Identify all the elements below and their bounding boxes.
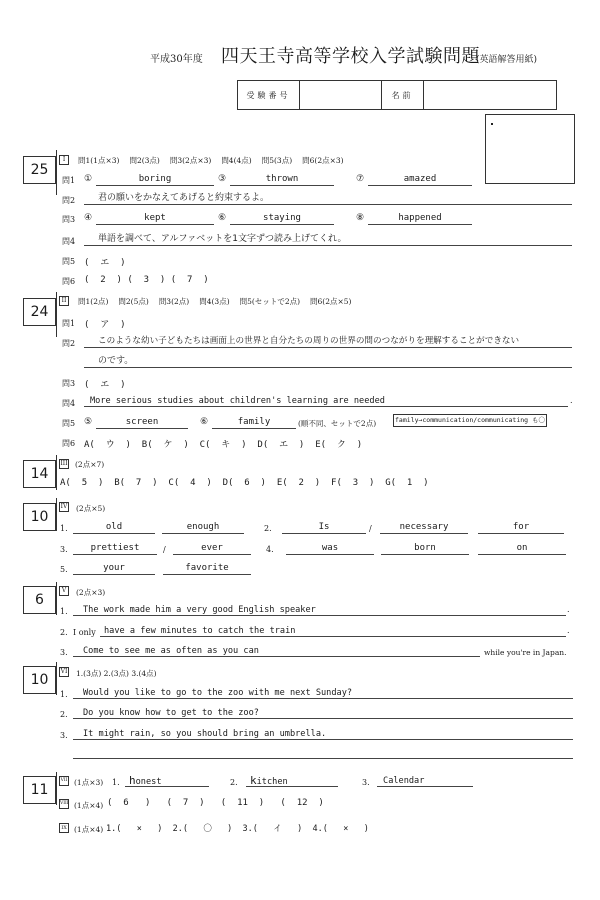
corner-dot	[491, 123, 493, 125]
s1-q3-answer[interactable]: kept	[96, 212, 214, 225]
s2-q5-answer[interactable]: family	[212, 416, 296, 429]
s1-q1-answer[interactable]: thrown	[230, 173, 334, 186]
section-5-points: (2点×3)	[76, 588, 106, 597]
section-1-numeral: I	[59, 155, 69, 165]
section-7-score: 11	[23, 776, 56, 804]
points-item: 問6(2点×3)	[302, 156, 344, 165]
section-6-bracket	[56, 662, 57, 695]
points-item: 問4(3点)	[199, 297, 230, 306]
s8-answers[interactable]: ( 6 ) ( 7 ) ( 11 ) ( 12 )	[107, 798, 324, 808]
s2-q4-answer[interactable]: More serious studies about children's learning are needed	[84, 395, 568, 407]
s5-prefix: I only	[73, 628, 96, 637]
answer-value: 7	[135, 478, 142, 488]
answer-value: エ	[100, 380, 110, 390]
answer-value: ク	[336, 440, 346, 450]
s5-row-num: 2.	[60, 628, 68, 637]
section-6-numeral: VI	[60, 668, 68, 675]
section-1-points	[78, 155, 344, 166]
answer-value: ウ	[105, 440, 115, 450]
key: B	[141, 440, 148, 450]
s4-answer[interactable]: old	[73, 521, 155, 534]
key: D	[257, 440, 263, 450]
key: C	[199, 440, 206, 450]
answer-value: 2	[100, 275, 106, 285]
s6-row-num: 2.	[60, 710, 68, 719]
s1-q2-label: 問2	[62, 196, 76, 205]
key: A	[60, 478, 66, 488]
s5-answer[interactable]: have a few minutes to catch the train	[100, 625, 566, 637]
s1-q5-answer[interactable]: ( エ )	[84, 258, 126, 268]
s1-q1-mark: ①	[84, 174, 93, 184]
key: A	[84, 440, 90, 450]
points-item: 問6(2点×5)	[310, 297, 352, 306]
s1-q4-label: 問4	[62, 237, 76, 246]
section-5-bracket	[56, 582, 57, 615]
points-item: 問2(3点)	[129, 156, 160, 165]
points-item: 問1(1点×3)	[78, 156, 120, 165]
s7-num: 2.	[230, 778, 238, 787]
section-3-bracket	[56, 455, 57, 490]
s2-q3-answer[interactable]: ( エ )	[84, 380, 126, 390]
section-5-numeral: V	[59, 586, 69, 596]
s6-extra-line[interactable]	[73, 758, 573, 759]
answer-value: 6	[244, 478, 250, 488]
answer-rest: alendar	[388, 776, 425, 786]
page-title: 四天王寺高等学校入学試験問題	[221, 46, 480, 67]
answer-value: 2	[298, 478, 304, 488]
s5-suffix: .	[567, 626, 570, 635]
s1-q3-label: 問3	[62, 215, 76, 224]
s4-answer[interactable]: enough	[162, 521, 244, 534]
answer-value: 6	[123, 798, 129, 808]
s7-answer[interactable]	[377, 775, 473, 787]
s4-row-num: 1.	[60, 524, 68, 533]
section-7-bracket	[56, 772, 57, 805]
s4-slash: /	[369, 524, 372, 533]
s2-q5-boxed-note: family→communication/communicating も〇	[393, 414, 547, 427]
answer-rest: itchen	[256, 777, 288, 787]
s2-q2-label: 問2	[62, 339, 76, 348]
name-label: 名前	[382, 81, 424, 109]
s1-q2-answer[interactable]: 君の願いをかなえてあげると約束するよ。	[84, 192, 572, 205]
answer-value: エ	[100, 258, 110, 268]
num: 1.	[106, 824, 117, 834]
s4-answer[interactable]: on	[478, 542, 566, 555]
section-9-numeral: IX	[59, 823, 69, 833]
section-4-bracket	[56, 498, 57, 531]
total-score-box[interactable]	[485, 114, 575, 184]
exam-number-label: 受験番号	[238, 81, 300, 109]
answer-value: 〇	[203, 824, 212, 834]
s5-row-num: 1.	[60, 607, 68, 616]
section-4-points: (2点×5)	[76, 504, 106, 513]
points-item: 問5(セットで2点)	[239, 297, 301, 306]
s1-q3-mark: ④	[84, 213, 93, 223]
s9-answers[interactable]: 1.( × ) 2.( 〇 ) 3.( イ ) 4.( × )	[106, 824, 369, 834]
s4-row-num: 2.	[264, 524, 272, 533]
s5-answer[interactable]: The work made him a very good English speaker	[73, 604, 566, 616]
answer-first-letter: k	[250, 774, 257, 787]
answer-value: ×	[343, 824, 349, 834]
section-3-score: 14	[23, 460, 56, 488]
section-8-numeral: VIII	[59, 799, 69, 809]
points-item: 問2(5点)	[118, 297, 149, 306]
s2-q6-label: 問6	[62, 439, 76, 448]
s4-answer[interactable]: favorite	[163, 562, 251, 575]
points-item: 問3(2点)	[158, 297, 190, 306]
s2-q3-label: 問3	[62, 379, 76, 388]
s1-q1-mark: ③	[218, 174, 227, 184]
s4-answer[interactable]: necessary	[380, 521, 468, 534]
s1-q5-label: 問5	[62, 257, 76, 266]
s2-q1-label: 問1	[62, 319, 76, 328]
section-5-score: 6	[23, 586, 56, 614]
points-item: 問1(2点)	[78, 297, 109, 306]
s3-answers[interactable]: A( 5 ) B( 7 ) C( 4 ) D( 6 ) E( 2 ) F( 3 ) G( 1 )	[60, 478, 429, 488]
identity-table	[237, 80, 557, 110]
answer-value: 12	[296, 798, 308, 808]
answer-value: 7	[186, 275, 193, 285]
answer-value: 1	[406, 478, 413, 488]
s6-row-num: 3.	[60, 731, 68, 740]
answer-rest: onest	[135, 777, 162, 787]
s4-slash: /	[163, 545, 166, 554]
s4-row-num: 3.	[60, 545, 68, 554]
section-1-bracket	[56, 150, 57, 195]
s4-answer[interactable]: Is	[282, 521, 366, 534]
s4-row-num: 5.	[60, 565, 68, 574]
answer-value: 7	[182, 798, 189, 808]
key: F	[331, 478, 337, 488]
section-4-score: 10	[23, 503, 56, 531]
section-6-points: 1.(3点) 2.(3点) 3.(4点)	[76, 669, 157, 678]
s1-q1-answer[interactable]: amazed	[368, 173, 472, 186]
s6-row-num: 1.	[60, 690, 68, 699]
section-7-numeral: VII	[59, 776, 69, 786]
answer-value: 5	[81, 478, 88, 488]
answer-value: キ	[221, 440, 231, 450]
key: D	[222, 478, 229, 488]
s5-answer[interactable]: Come to see me as often as you can	[73, 645, 480, 657]
s2-q5-mark: ⑥	[200, 417, 209, 427]
s5-suffix: .	[567, 605, 570, 614]
s7-num: 1.	[112, 778, 120, 787]
s2-q5-mark: ⑤	[84, 417, 93, 427]
section-4-numeral: IV	[60, 503, 68, 510]
exam-number-field[interactable]	[300, 81, 382, 109]
s4-answer[interactable]: ever	[173, 542, 251, 555]
key: B	[114, 478, 120, 488]
key: E	[276, 478, 283, 488]
s1-q6-answers[interactable]: ( 2 ) ( 3 ) ( 7 )	[84, 275, 209, 285]
name-field[interactable]	[424, 81, 556, 109]
section-3-points: (2点×7)	[75, 460, 105, 469]
num: 2.	[172, 824, 183, 834]
s2-q6-answers[interactable]: A( ウ ) B( ケ ) C( キ ) D( エ ) E( ク )	[84, 440, 363, 450]
num: 4.	[312, 824, 323, 834]
answer-value: イ	[273, 824, 282, 834]
page-subtitle: (英語解答用紙)	[476, 55, 538, 65]
key: G	[385, 478, 391, 488]
answer-value: ア	[100, 320, 110, 330]
answer-value: エ	[279, 440, 289, 450]
s2-q2-answer-line2[interactable]: のです。	[84, 355, 572, 368]
s1-q1-answer[interactable]: boring	[96, 173, 214, 186]
s6-answer[interactable]: It might rain, so you should bring an umbrella.	[73, 728, 573, 740]
answer-first-letter: C	[383, 776, 389, 786]
answer-value: ×	[136, 824, 142, 834]
s2-q5-answer[interactable]: screen	[96, 416, 188, 429]
s1-q1-mark: ⑦	[356, 174, 365, 184]
s4-answer[interactable]: your	[73, 562, 155, 575]
section-2-numeral: II	[59, 296, 69, 306]
num: 3.	[242, 824, 253, 834]
s2-q4-period: .	[570, 396, 573, 405]
s1-q1-label: 問1	[62, 176, 76, 185]
s4-row-num: 4.	[266, 545, 274, 554]
s4-answer[interactable]: for	[478, 521, 564, 534]
s4-answer[interactable]: prettiest	[73, 542, 157, 555]
section-9-points: (1点×4)	[74, 825, 104, 834]
answer-value: ケ	[163, 440, 173, 450]
answer-value: 4	[190, 478, 196, 488]
key: C	[168, 478, 174, 488]
section-6-score: 10	[23, 666, 56, 694]
s2-q5-note: (順不同、セットで2点)	[298, 419, 377, 428]
points-item: 問4(4点)	[221, 156, 252, 165]
s6-answer[interactable]: Do you know how to get to the zoo?	[73, 707, 573, 719]
section-2-score: 24	[23, 298, 56, 326]
s1-q3-answer[interactable]: happened	[368, 212, 472, 225]
section-1-score: 25	[23, 156, 56, 184]
s7-answer[interactable]	[246, 775, 338, 787]
key: E	[315, 440, 321, 450]
section-2-points	[78, 296, 351, 307]
s1-q6-label: 問6	[62, 277, 76, 286]
s5-suffix: while you're in Japan.	[484, 648, 567, 657]
s5-row-num: 3.	[60, 648, 68, 657]
section-8-points: (1点×4)	[74, 801, 104, 810]
section-7-points: (1点×3)	[74, 778, 104, 787]
section-2-bracket	[56, 292, 57, 337]
points-item: 問5(3点)	[261, 156, 293, 165]
s2-q1-answer[interactable]: ( ア )	[84, 320, 126, 330]
answer-value: 11	[237, 798, 248, 808]
s6-answer[interactable]: Would you like to go to the zoo with me next Sunday?	[73, 687, 573, 699]
s7-num: 3.	[362, 778, 370, 787]
answer-value: 3	[143, 275, 150, 285]
section-3-numeral: III	[60, 460, 68, 467]
answer-first-letter: h	[129, 774, 136, 787]
s4-answer[interactable]: was	[286, 542, 374, 555]
s1-q3-answer[interactable]: staying	[230, 212, 334, 225]
s1-q3-mark: ⑧	[356, 213, 365, 223]
s7-answer[interactable]	[125, 775, 209, 787]
s2-q5-label: 問5	[62, 419, 76, 428]
s1-q4-answer[interactable]: 単語を調べて、アルファベットを1文字ずつ読み上げてくれ。	[84, 233, 572, 246]
s2-q4-label: 問4	[62, 399, 76, 408]
s1-q3-mark: ⑥	[218, 213, 227, 223]
s2-q2-answer-line1[interactable]: このような幼い子どもたちは画面上の世界と自分たちの周りの世界の間のつながりを理解することができない	[84, 335, 572, 348]
exam-year: 平成30年度	[150, 54, 203, 65]
points-item: 問3(2点×3)	[169, 156, 212, 165]
s4-answer[interactable]: born	[381, 542, 469, 555]
answer-value: 3	[352, 478, 359, 488]
